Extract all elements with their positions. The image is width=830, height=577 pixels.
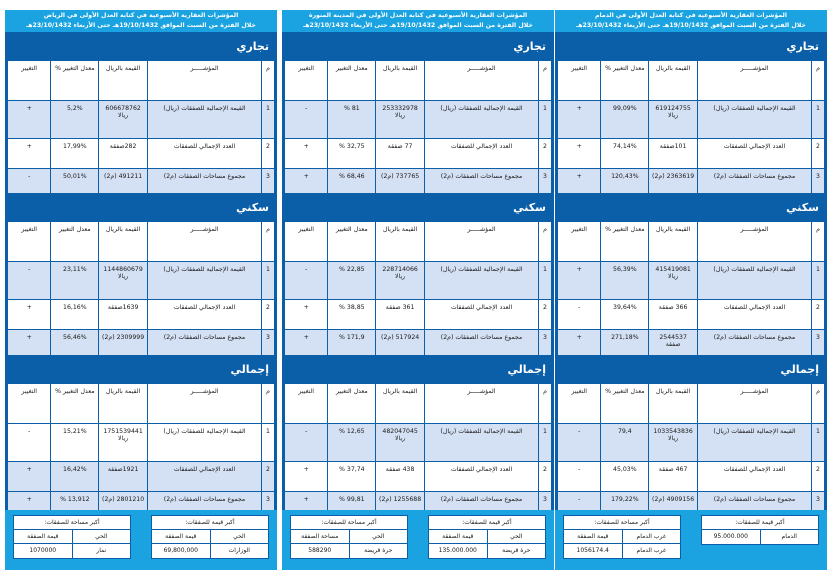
cell-indicator: القيمة الإجمالية للصفقات (ريال) [148, 424, 262, 462]
table-header-row [558, 61, 825, 101]
cell-rate: 37,74 % [328, 462, 376, 492]
largest-deal-value-box [701, 515, 819, 545]
summary-district: غرب الدمام [622, 530, 681, 543]
cell-m: 2 [538, 139, 551, 169]
cell-rate: 179,22% [601, 492, 649, 526]
table-header-row [558, 384, 825, 424]
cell-change: - [285, 262, 328, 300]
column-header-change: التغيير [285, 384, 328, 424]
summary-row [564, 530, 680, 544]
indicators-table [284, 221, 552, 364]
column-header-rate: معدل التغيير % [51, 384, 99, 424]
indicators-table [284, 60, 552, 203]
cell-rate: 74,14% [601, 139, 649, 169]
table-row [558, 300, 825, 330]
column-header-m: م [538, 61, 551, 101]
column-header-change: التغيير [8, 384, 51, 424]
column-header-change: التغيير [8, 222, 51, 262]
indicators-table [557, 383, 825, 526]
largest-deal-value-box [428, 515, 546, 559]
cell-value: 438 صفقة [376, 462, 425, 492]
city-header-line1: المؤشرات العقارية الأسبوعية في كتابة العدل الأولى في المدينة المنورة [308, 12, 528, 19]
column-header-value: القيمة بالريال [649, 384, 698, 424]
cell-indicator: القيمة الإجمالية للصفقات (ريال) [148, 262, 262, 300]
largest-deal-area-box [563, 515, 681, 559]
column-header-m: م [261, 61, 274, 101]
cell-value: 517924 (م2) [376, 330, 425, 364]
cell-change: - [558, 424, 601, 462]
cell-indicator: مجموع مساحات الصفقات (م2) [698, 330, 812, 364]
city-header [555, 10, 827, 32]
table-row [558, 101, 825, 139]
cell-rate: 22,85 % [328, 262, 376, 300]
cell-rate: 16,16% [51, 300, 99, 330]
cell-value: 253332978 ريالا [376, 101, 425, 139]
cell-indicator: مجموع مساحات الصفقات (م2) [148, 330, 262, 364]
summary-box-title: أكبر مساحة للصفقات: [291, 516, 407, 530]
cell-change: + [285, 169, 328, 203]
summary-amount: 95.000.000 [713, 533, 748, 540]
column-header-change: التغيير [558, 384, 601, 424]
indicators-table [7, 221, 275, 364]
cell-m: 3 [261, 492, 274, 526]
cell-change: - [558, 300, 601, 330]
cell-value: 467 صفقة [649, 462, 698, 492]
summary-panel [555, 510, 827, 570]
cell-change: + [285, 330, 328, 364]
section-total [282, 355, 554, 528]
city-column-madinah [282, 0, 554, 577]
cell-m: 1 [261, 424, 274, 462]
column-header-rate: معدل التغيير [328, 61, 376, 101]
cell-indicator: القيمة الإجمالية للصفقات (ريال) [425, 262, 539, 300]
summary-row [152, 544, 268, 558]
cell-indicator: القيمة الإجمالية للصفقات (ريال) [425, 424, 539, 462]
cell-change: - [285, 101, 328, 139]
column-header-value: القيمة بالريال [99, 222, 148, 262]
cell-change: + [285, 492, 328, 526]
cell-m: 3 [811, 169, 824, 203]
summary-panel [282, 510, 554, 570]
summary-amount: مساحة الصفقة [301, 533, 339, 540]
city-header-line2: خلال الفترة من السبت الموافق 19/10/1432هـ حتى الأربعاء 23/10/1432هـ [576, 22, 806, 29]
column-header-value: القيمة بالريال [649, 222, 698, 262]
table-row [8, 262, 275, 300]
summary-box-title: أكبر قيمة للصفقات: [152, 516, 268, 530]
city-header-line2: خلال الفترة من السبت الموافق 19/10/1432هـ حتى الأربعاء 23/10/1432هـ [303, 22, 533, 29]
cell-indicator: مجموع مساحات الصفقات (م2) [425, 330, 539, 364]
column-header-indicator: المؤشـــــر [425, 222, 539, 262]
cell-rate: 12,65 % [328, 424, 376, 462]
cell-value: 361 صفقة [376, 300, 425, 330]
cell-rate: 16,42% [51, 462, 99, 492]
summary-district: الحي [72, 530, 131, 543]
column-header-rate: معدل التغيير [51, 222, 99, 262]
section-commercial [282, 32, 554, 205]
cell-value: 1751539441 ريالا [99, 424, 148, 462]
cell-rate: 5,2% [51, 101, 99, 139]
cell-change: + [8, 300, 51, 330]
column-header-change: التغيير [8, 61, 51, 101]
section-title: سكني [284, 195, 552, 221]
cell-m: 2 [811, 300, 824, 330]
cell-change: + [8, 492, 51, 526]
cell-rate: 45,03% [601, 462, 649, 492]
cell-change: - [285, 424, 328, 462]
cell-rate: 120,43% [601, 169, 649, 203]
largest-deal-area-box [290, 515, 408, 559]
cell-indicator: العدد الإجمالي للصفقات [698, 462, 812, 492]
summary-district: حرة قريضة [349, 544, 408, 558]
column-header-rate: معدل التغيير % [51, 61, 99, 101]
cell-change: + [558, 169, 601, 203]
summary-row [152, 530, 268, 544]
cell-rate: 171,9 % [328, 330, 376, 364]
cell-indicator: العدد الإجمالي للصفقات [148, 139, 262, 169]
cell-rate: 79,4 [601, 424, 649, 462]
cell-rate: 17,99% [51, 139, 99, 169]
cell-indicator: العدد الإجمالي للصفقات [425, 139, 539, 169]
cell-value: 619124755 ريالا [649, 101, 698, 139]
summary-amount: 1070000 [29, 547, 57, 554]
cell-value: 4909156 (م2) [649, 492, 698, 526]
summary-amount: 588290 [308, 547, 332, 554]
summary-amount: قيمة الصفقة [442, 533, 474, 540]
table-row [285, 262, 552, 300]
column-header-value: القيمة بالريال [99, 61, 148, 101]
table-row [558, 424, 825, 462]
summary-row [14, 544, 130, 558]
city-column-dammam [555, 0, 827, 577]
cell-value: 77 صفقة [376, 139, 425, 169]
table-header-row [285, 384, 552, 424]
cell-m: 3 [538, 169, 551, 203]
table-header-row [8, 384, 275, 424]
cell-change: - [558, 492, 601, 526]
cell-change: - [558, 462, 601, 492]
section-total [555, 355, 827, 528]
summary-box-title: أكبر مساحة للصفقات: [564, 516, 680, 530]
section-title: إجمالي [284, 357, 552, 383]
cell-change: - [8, 424, 51, 462]
cell-value: 737765 (م2) [376, 169, 425, 203]
table-row [285, 462, 552, 492]
cell-change: + [285, 300, 328, 330]
section-title: تجاري [7, 34, 275, 60]
summary-row [291, 530, 407, 544]
summary-amount: 69,800,000 [163, 547, 198, 554]
section-title: إجمالي [7, 357, 275, 383]
column-header-indicator: المؤشـــــر [698, 384, 812, 424]
city-header-line2: خلال الفترة من السبت الموافق 19/10/1432هـ حتى الأربعاء 23/10/1432هـ [26, 22, 256, 29]
cell-m: 1 [811, 424, 824, 462]
cell-m: 3 [261, 169, 274, 203]
summary-amount: 135.000.000 [438, 547, 477, 554]
cell-m: 2 [261, 300, 274, 330]
column-header-indicator: المؤشـــــر [148, 384, 262, 424]
cell-m: 3 [538, 330, 551, 364]
cell-indicator: مجموع مساحات الصفقات (م2) [698, 169, 812, 203]
cell-indicator: القيمة الإجمالية للصفقات (ريال) [698, 424, 812, 462]
section-residential [5, 193, 277, 366]
cell-value: 366 صفقة [649, 300, 698, 330]
summary-district: الحي [349, 530, 408, 543]
summary-district: الدمام [760, 530, 819, 544]
summary-row [14, 530, 130, 544]
section-residential [282, 193, 554, 366]
section-title: تجاري [284, 34, 552, 60]
cell-rate: 32,75 % [328, 139, 376, 169]
city-column-riyadh [5, 0, 277, 577]
table-row [8, 462, 275, 492]
summary-row [564, 544, 680, 558]
column-header-rate: معدل التغيير % [601, 384, 649, 424]
section-commercial [555, 32, 827, 205]
summary-district: الوزارات [210, 544, 269, 558]
cell-m: 1 [261, 101, 274, 139]
table-header-row [8, 222, 275, 262]
summary-row [429, 530, 545, 544]
cell-change: + [558, 101, 601, 139]
cell-m: 3 [261, 330, 274, 364]
cell-change: + [285, 462, 328, 492]
cell-rate: 23,11% [51, 262, 99, 300]
column-header-change: التغيير [285, 61, 328, 101]
cell-indicator: القيمة الإجمالية للصفقات (ريال) [698, 101, 812, 139]
cell-indicator: مجموع مساحات الصفقات (م2) [425, 169, 539, 203]
cell-rate: 56,46% [51, 330, 99, 364]
column-header-value: القيمة بالريال [99, 384, 148, 424]
table-row [558, 462, 825, 492]
column-header-m: م [261, 384, 274, 424]
cell-value: 482047045 ريالا [376, 424, 425, 462]
cell-rate: 271,18% [601, 330, 649, 364]
column-header-indicator: المؤشـــــر [698, 61, 812, 101]
column-header-rate: معدل التغيير % [601, 61, 649, 101]
summary-row [702, 530, 818, 544]
column-header-change: التغيير [558, 61, 601, 101]
indicators-table [557, 60, 825, 203]
table-row [558, 262, 825, 300]
cell-value: 606678762 ريالا [99, 101, 148, 139]
column-header-change: التغيير [285, 222, 328, 262]
summary-amount: 1056174.4 [576, 547, 609, 554]
cell-indicator: العدد الإجمالي للصفقات [425, 462, 539, 492]
indicators-table [557, 221, 825, 364]
cell-rate: 39,64% [601, 300, 649, 330]
largest-deal-value-box [151, 515, 269, 559]
column-header-m: م [811, 384, 824, 424]
summary-box-title: أكبر قيمة للصفقات: [702, 516, 818, 530]
table-header-row [285, 222, 552, 262]
column-header-value: القيمة بالريال [376, 222, 425, 262]
section-title: سكني [557, 195, 825, 221]
table-header-row [8, 61, 275, 101]
cell-m: 1 [538, 424, 551, 462]
cell-change: + [8, 330, 51, 364]
cell-change: - [8, 169, 51, 203]
cell-change: + [558, 139, 601, 169]
cell-value: 1255688 (م2) [376, 492, 425, 526]
cell-rate: 68,46 % [328, 169, 376, 203]
section-title: سكني [7, 195, 275, 221]
cell-indicator: مجموع مساحات الصفقات (م2) [425, 492, 539, 526]
summary-district: غرب الدمام [622, 544, 681, 558]
cell-indicator: مجموع مساحات الصفقات (م2) [148, 492, 262, 526]
cell-indicator: العدد الإجمالي للصفقات [698, 139, 812, 169]
cell-m: 2 [261, 139, 274, 169]
cell-indicator: العدد الإجمالي للصفقات [148, 462, 262, 492]
city-header [5, 10, 277, 32]
cell-change: + [8, 101, 51, 139]
table-row [8, 424, 275, 462]
section-commercial [5, 32, 277, 205]
cell-rate: 99,81 % [328, 492, 376, 526]
cell-rate: 50,01% [51, 169, 99, 203]
cell-change: - [8, 262, 51, 300]
column-header-rate: معدل التغيير [328, 222, 376, 262]
cell-value: 2363619 (م2) [649, 169, 698, 203]
cell-value: 228714066 ريالا [376, 262, 425, 300]
cell-rate: 15,21% [51, 424, 99, 462]
cell-m: 3 [811, 330, 824, 364]
cell-indicator: مجموع مساحات الصفقات (م2) [148, 169, 262, 203]
column-header-indicator: المؤشـــــر [425, 384, 539, 424]
cell-value: 1921صفقة [99, 462, 148, 492]
summary-district: نمار [72, 544, 131, 558]
cell-rate: 99,09% [601, 101, 649, 139]
table-row [285, 424, 552, 462]
cell-change: + [558, 262, 601, 300]
cell-m: 2 [811, 139, 824, 169]
column-header-value: القيمة بالريال [376, 61, 425, 101]
column-header-value: القيمة بالريال [376, 384, 425, 424]
cell-indicator: العدد الإجمالي للصفقات [148, 300, 262, 330]
column-header-change: التغيير [558, 222, 601, 262]
cell-value: 2309999 (م2) [99, 330, 148, 364]
cell-value: 2544537 صفقة [649, 330, 698, 364]
cell-change: + [285, 139, 328, 169]
cell-value: 282صفقة [99, 139, 148, 169]
summary-amount: قيمة الصفقة [27, 533, 59, 540]
cell-value: 1144860679 ريالا [99, 262, 148, 300]
summary-district: الحي [210, 530, 269, 543]
column-header-value: القيمة بالريال [649, 61, 698, 101]
column-header-m: م [538, 222, 551, 262]
city-header [282, 10, 554, 32]
cell-indicator: القيمة الإجمالية للصفقات (ريال) [148, 101, 262, 139]
column-header-rate: معدل التغيير [328, 384, 376, 424]
cell-m: 2 [538, 462, 551, 492]
cell-rate: 13,912 % [51, 492, 99, 526]
table-row [8, 139, 275, 169]
cell-value: 1033543836 ريالا [649, 424, 698, 462]
summary-box-title: أكبر قيمة للصفقات: [429, 516, 545, 530]
column-header-m: م [811, 61, 824, 101]
table-row [558, 139, 825, 169]
table-row [8, 101, 275, 139]
column-header-m: م [261, 222, 274, 262]
indicators-table [7, 383, 275, 526]
summary-box-title: أكبر مساحة للصفقات: [14, 516, 130, 530]
cell-m: 2 [538, 300, 551, 330]
cell-m: 2 [261, 462, 274, 492]
city-header-line1: المؤشرات العقارية الأسبوعية في كتابة العدل الأولى في الرياض [43, 12, 239, 19]
cell-rate: 56,39% [601, 262, 649, 300]
cell-value: 2801210 (م2) [99, 492, 148, 526]
column-header-m: م [811, 222, 824, 262]
cell-m: 1 [538, 262, 551, 300]
cell-change: + [8, 139, 51, 169]
section-residential [555, 193, 827, 366]
cell-value: 491211 (م2) [99, 169, 148, 203]
column-header-indicator: المؤشـــــر [698, 222, 812, 262]
summary-row [429, 544, 545, 558]
cell-m: 1 [811, 262, 824, 300]
table-row [285, 300, 552, 330]
section-total [5, 355, 277, 528]
column-header-m: م [538, 384, 551, 424]
column-header-indicator: المؤشـــــر [425, 61, 539, 101]
summary-amount: قيمة الصفقة [577, 533, 609, 540]
section-title: تجاري [557, 34, 825, 60]
table-header-row [285, 61, 552, 101]
cell-change: + [558, 330, 601, 364]
summary-district: حرة قريضة [487, 544, 546, 558]
cell-m: 1 [261, 262, 274, 300]
cell-indicator: العدد الإجمالي للصفقات [698, 300, 812, 330]
column-header-indicator: المؤشـــــر [148, 61, 262, 101]
cell-m: 3 [811, 492, 824, 526]
cell-change: + [8, 462, 51, 492]
column-header-indicator: المؤشـــــر [148, 222, 262, 262]
cell-indicator: مجموع مساحات الصفقات (م2) [698, 492, 812, 526]
cell-value: 101صفقة [649, 139, 698, 169]
cell-value: 1639صفقة [99, 300, 148, 330]
cell-m: 1 [538, 101, 551, 139]
indicators-table [284, 383, 552, 526]
indicators-table [7, 60, 275, 203]
cell-rate: 81 % [328, 101, 376, 139]
summary-amount: قيمة الصفقة [165, 533, 197, 540]
cell-value: 415419081 ريالا [649, 262, 698, 300]
cell-indicator: العدد الإجمالي للصفقات [425, 300, 539, 330]
summary-panel [5, 510, 277, 570]
city-header-line1: المؤشرات العقارية الأسبوعية في كتابة العدل الأولى في الدمام [595, 12, 787, 19]
cell-m: 1 [811, 101, 824, 139]
cell-rate: 38,85 % [328, 300, 376, 330]
column-header-rate: معدل التغيير % [601, 222, 649, 262]
largest-deal-area-box [13, 515, 131, 559]
table-row [8, 300, 275, 330]
table-row [285, 139, 552, 169]
cell-m: 3 [538, 492, 551, 526]
cell-indicator: القيمة الإجمالية للصفقات (ريال) [425, 101, 539, 139]
section-title: إجمالي [557, 357, 825, 383]
summary-row [291, 544, 407, 558]
table-row [285, 101, 552, 139]
cell-indicator: القيمة الإجمالية للصفقات (ريال) [698, 262, 812, 300]
summary-district: الحي [487, 530, 546, 543]
cell-m: 2 [811, 462, 824, 492]
table-header-row [558, 222, 825, 262]
